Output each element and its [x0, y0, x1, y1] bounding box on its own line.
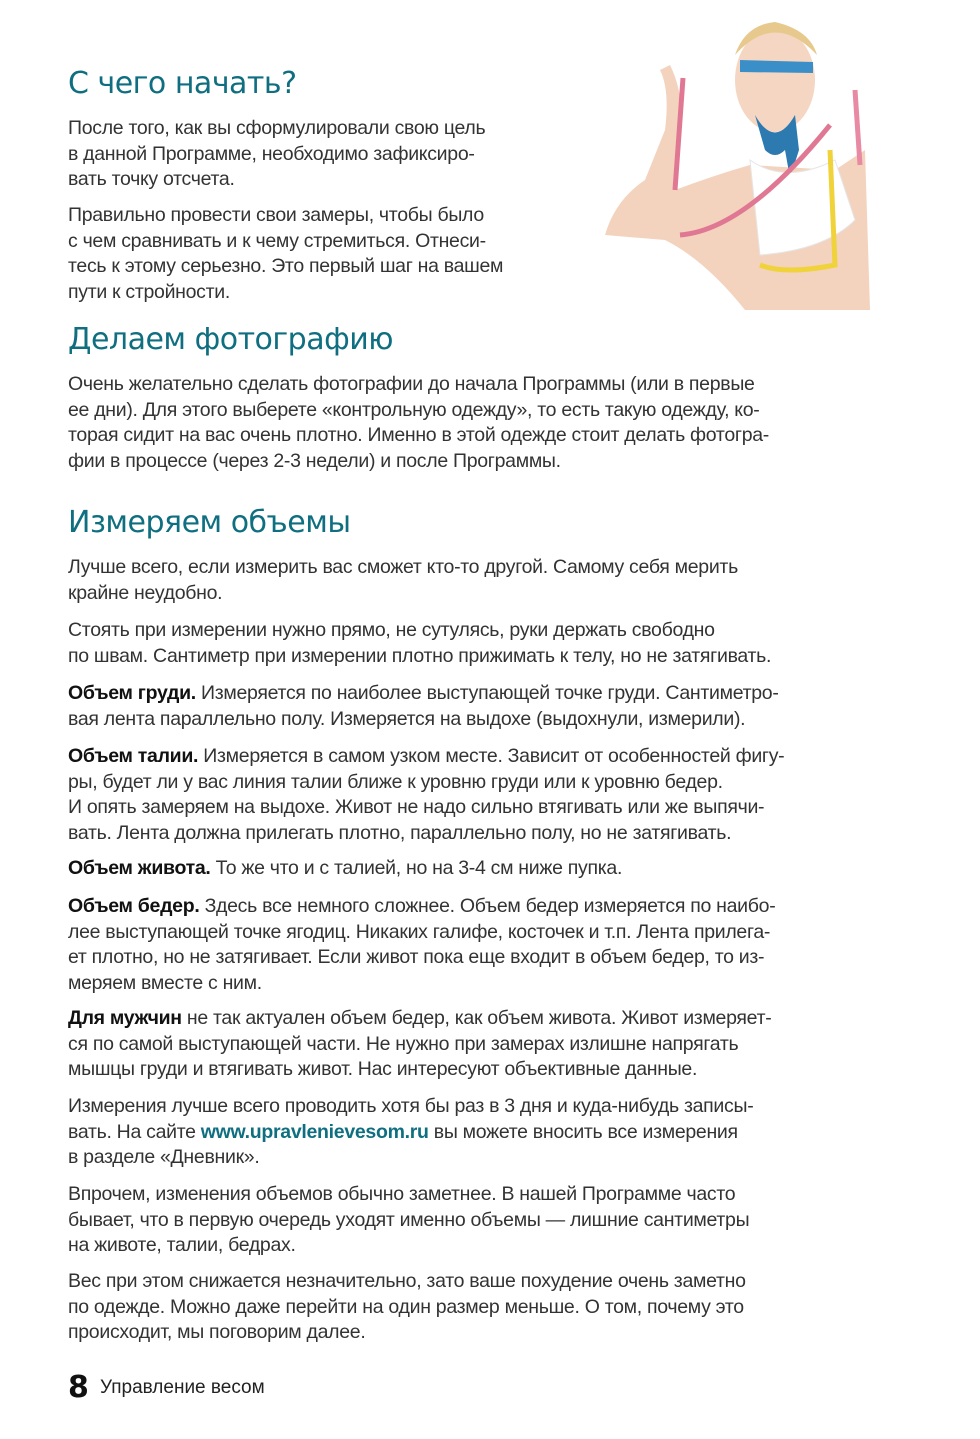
- text-line: меряем вместе с ним.: [68, 971, 262, 994]
- text-line: Лучше всего, если измерить вас сможет кто-то другой. Самому себя мерить: [68, 556, 738, 578]
- text-line: вать точку отсчета.: [68, 168, 235, 190]
- text-line: Измерения лучше всего проводить хотя бы раз в 3 дня и куда-нибудь записы-: [68, 1095, 754, 1117]
- text-line: И опять замеряем на выдохе. Живот не надо сильно втягивать или же выпячи-: [68, 796, 765, 818]
- text-line: Вес при этом снижается незначительно, зато ваше похудение очень заметно: [68, 1270, 746, 1292]
- paragraph-photo: [68, 372, 858, 474]
- paragraph-volumes: [68, 1182, 858, 1259]
- paragraph-weight: [68, 1269, 858, 1346]
- chest-label: Объем груди.: [68, 682, 196, 704]
- paragraph-belly: [68, 856, 858, 882]
- belly-label: Объем живота.: [68, 857, 211, 879]
- paragraph-start-1: [68, 116, 568, 193]
- heading-measure: Измеряем объемы: [68, 505, 351, 540]
- waist-label: Объем талии.: [68, 745, 199, 767]
- text-line: не так актуален объем бедер, как объем живота. Живот измеряет-: [181, 1007, 772, 1029]
- heading-photo: Делаем фотографию: [68, 322, 394, 357]
- website-link[interactable]: www.upravlenievesom.ru: [200, 1120, 429, 1143]
- text-line: бывает, что в первую очередь уходят именно объемы — лишние сантиметры: [68, 1208, 750, 1231]
- text-line: фии в процессе (через 2-3 недели) и после Программы.: [68, 449, 561, 472]
- paragraph-measure-2: [68, 618, 858, 669]
- text-line: крайне неудобно.: [68, 581, 223, 604]
- text-segment: вы можете вносить все измерения: [428, 1120, 738, 1143]
- text-line: Измеряется по наиболее выступающей точке груди. Сантиметро-: [195, 682, 779, 704]
- text-line: ее дни). Для этого выберете «контрольную одежду», то есть такую одежду, ко-: [68, 398, 760, 421]
- text-line: тесь к этому серьезно. Это первый шаг на вашем: [68, 255, 504, 277]
- text-line: вать. Лента должна прилегать плотно, параллельно полу, но не затягивать.: [68, 821, 732, 844]
- paragraph-waist: [68, 744, 858, 846]
- text-line: ся по самой выступающей части. Не нужно при замерах излишне напрягать: [68, 1032, 739, 1055]
- text-segment: вать. На сайте: [68, 1120, 201, 1143]
- text-line: в данной Программе, необходимо зафиксиро-: [68, 142, 475, 165]
- text-line: То же что и с талией, но на 3-4 см ниже пупка.: [210, 857, 623, 879]
- text-line: с чем сравнивать и к чему стремиться. Отнеси-: [68, 229, 486, 252]
- text-line: Стоять при измерении нужно прямо, не сутулясь, руки держать свободно: [68, 619, 715, 641]
- paragraph-hips: [68, 894, 858, 996]
- text-line: ет плотно, но не затягивает. Если живот пока еще входит в объем бедер, то из-: [68, 946, 765, 968]
- text-line: Впрочем, изменения объемов обычно заметнее. В нашей Программе часто: [68, 1183, 736, 1205]
- text-line: по одежде. Можно даже перейти на один размер меньше. О том, почему это: [68, 1295, 744, 1318]
- page-number: 8: [68, 1370, 89, 1405]
- footer-title: Управление весом: [100, 1377, 265, 1398]
- text-line: происходит, мы поговорим далее.: [68, 1321, 366, 1343]
- men-label: Для мужчин: [68, 1007, 182, 1029]
- text-line: Здесь все немного сложнее. Объем бедер измеряется по наибо-: [199, 895, 776, 917]
- paragraph-record: [68, 1094, 858, 1171]
- text-line: Правильно провести свои замеры, чтобы было: [68, 204, 484, 226]
- text-line: ры, будет ли у вас линия талии ближе к уровню груди или к уровню бедер.: [68, 770, 723, 793]
- heading-start: С чего начать?: [68, 66, 297, 101]
- hips-label: Объем бедер.: [68, 895, 200, 917]
- text-line: торая сидит на вас очень плотно. Именно в этой одежде стоит делать фотогра-: [68, 424, 769, 446]
- paragraph-start-2: [68, 203, 568, 305]
- paragraph-men: [68, 1006, 858, 1083]
- paragraph-measure-1: [68, 555, 858, 606]
- text-line: лее выступающей точке ягодиц. Никаких галифе, косточек и т.п. Лента прилега-: [68, 920, 771, 943]
- text-line: вая лента параллельно полу. Измеряется на выдохе (выдохнули, измерили).: [68, 707, 746, 730]
- text-line: Очень желательно сделать фотографии до начала Программы (или в первые: [68, 373, 755, 395]
- text-line: После того, как вы сформулировали свою цель: [68, 117, 486, 139]
- text-line: на животе, талии, бедрах.: [68, 1234, 296, 1256]
- paragraph-chest: [68, 681, 858, 732]
- text-line: пути к стройности.: [68, 280, 230, 303]
- text-line: Измеряется в самом узком месте. Зависит от особенностей фигу-: [198, 745, 785, 767]
- text-line: по швам. Сантиметр при измерении плотно прижимать к телу, но не затягивать.: [68, 644, 772, 667]
- text-line: мышцы груди и втягивать живот. Нас интересуют объективные данные.: [68, 1058, 698, 1080]
- text-line: в разделе «Дневник».: [68, 1146, 260, 1168]
- woman-measuring-tape-photo: [585, 0, 870, 310]
